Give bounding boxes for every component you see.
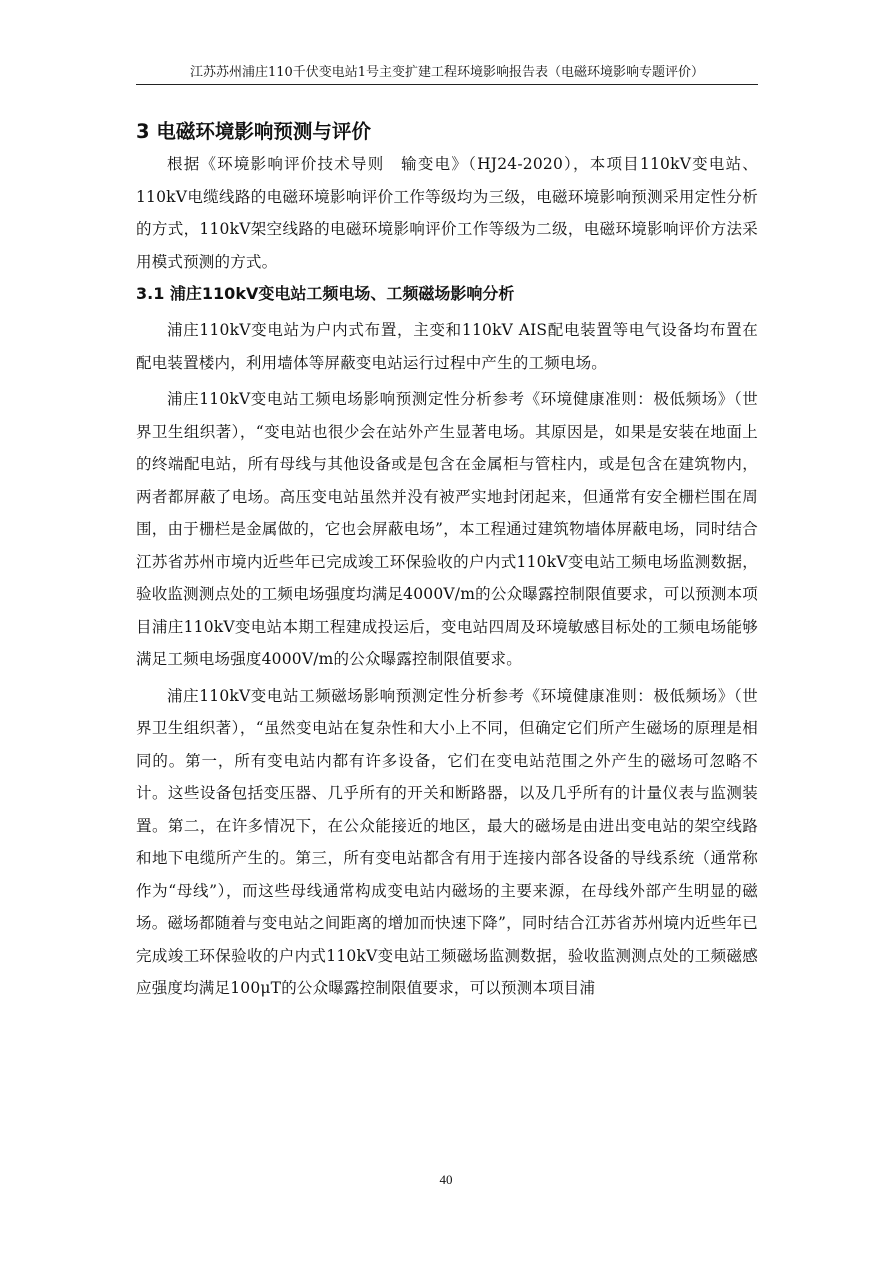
page-content <box>136 116 758 1005</box>
header-rule <box>136 84 758 85</box>
subsection-heading: 3.1 浦庄110kV变电站工频电场、工频磁场影响分析 <box>136 284 515 303</box>
paragraph-magnetic-field-analysis: 浦庄110kV变电站工频磁场影响预测定性分析参考《环境健康准则：极低频场》（世界卫生组织著），“虽然变电站在复杂性和大小上不同，但确定它们所产生磁场的原理是相同的。第一，所有变电站内都有许多设备，它们在变电站范围之外产生的磁场可忽略不计。这些设备包括变压器、几乎所有的开关和断路器，以及几乎所有的计量仪表与监测装置。第二，在许多情况下，在公众能接近的地区，最大的磁场是由进出变电站的架空线路和地下电缆所产生的。第三，所有变电站都含有用于连接内部各设备的导线系统（通常称作为“母线”），而这些母线通常构成变电站内磁场的主要来源，在母线外部产生明显的磁场。磁场都随着与变电站之间距离的增加而快速下降”，同时结合江苏省苏州境内近些年已完成竣工环保验收的户内式110kV变电站工频磁场监测数据，验收监测测点处的工频磁感应强度均满足100μT的公众曝露控制限值要求，可以预测本项目浦 <box>136 686 758 997</box>
intro-paragraph: 根据《环境影响评价技术导则 输变电》（HJ24-2020），本项目110kV变电站、110kV电缆线路的电磁环境影响评价工作等级均为三级，电磁环境影响预测采用定性分析的方式，110kV架空线路的电磁环境影响评价工作等级为二级，电磁环境影响评价方法采用模式预测的方式。 <box>136 155 758 271</box>
running-header: 江苏苏州浦庄110千伏变电站1号主变扩建工程环境影响报告表（电磁环境影响专题评价） <box>189 65 705 80</box>
section-heading: 3 电磁环境影响预测与评价 <box>136 120 371 143</box>
paragraph-indoor-layout: 浦庄110kV变电站为户内式布置，主变和110kV AIS配电装置等电气设备均布置在配电装置楼内，利用墙体等屏蔽变电站运行过程中产生的工频电场。 <box>136 321 758 372</box>
paragraph-electric-field-analysis: 浦庄110kV变电站工频电场影响预测定性分析参考《环境健康准则：极低频场》（世界卫生组织著），“变电站也很少会在站外产生显著电场。其原因是，如果是安装在地面上的终端配电站，所有母线与其他设备或是包含在金属柜与管柱内，或是包含在建筑物内，两者都屏蔽了电场。高压变电站虽然并没有被严实地封闭起来，但通常有安全栅栏围在周围，由于栅栏是金属做的，它也会屏蔽电场”，本工程通过建筑物墙体屏蔽电场，同时结合江苏省苏州市境内近些年已完成竣工环保验收的户内式110kV变电站工频电场监测数据，验收监测测点处的工频电场强度均满足4000V/m的公众曝露控制限值要求，可以预测本项目浦庄110kV变电站本期工程建成投运后，变电站四周及环境敏感目标处的工频电场能够满足工频电场强度4000V/m的公众曝露控制限值要求。 <box>136 390 758 668</box>
page-number: 40 <box>439 1172 453 1187</box>
